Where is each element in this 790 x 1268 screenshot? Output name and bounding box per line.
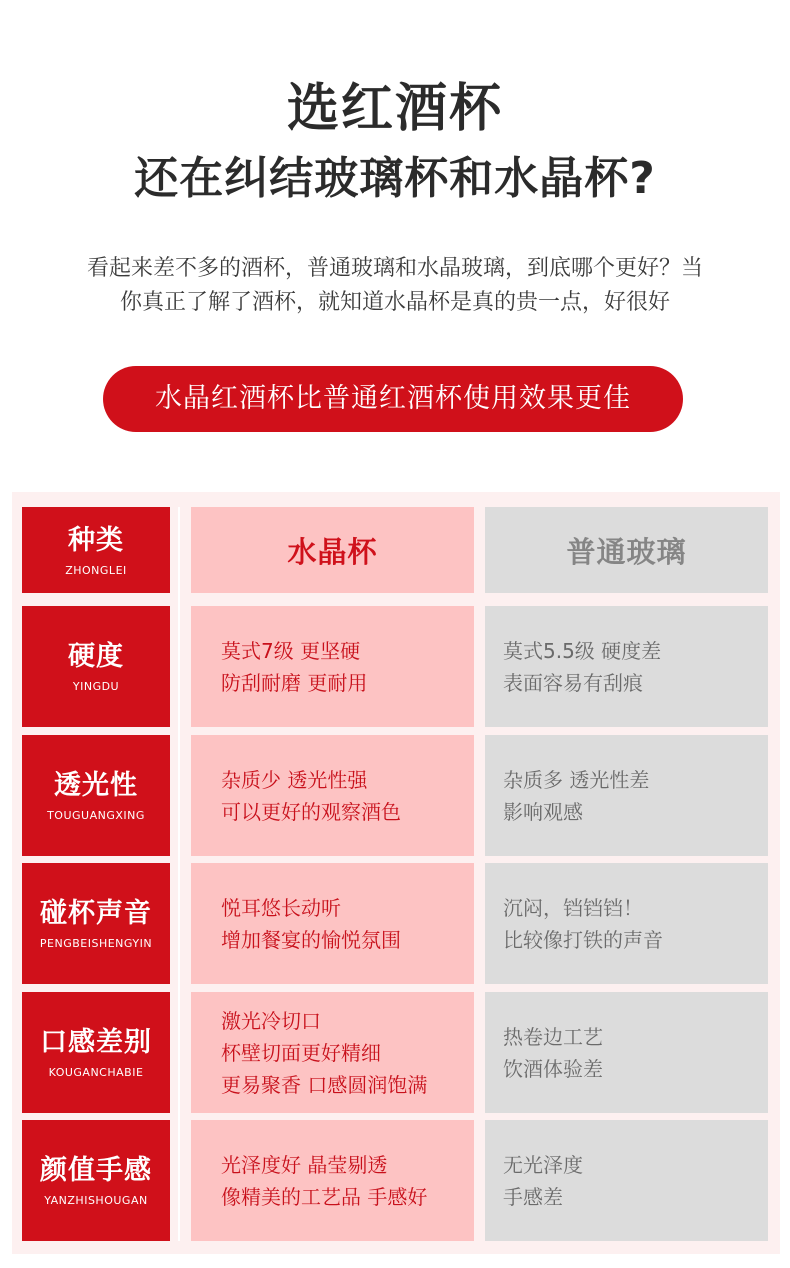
cell-line: 沉闷，铛铛铛！ <box>503 895 643 920</box>
category-label: 口感差别 <box>40 1027 152 1058</box>
cell-line: 杂质少 透光性强 <box>221 767 368 792</box>
category-pinyin: TOUGUANGXING <box>47 809 145 822</box>
category-pinyin: YANZHISHOUGAN <box>44 1194 148 1207</box>
cell-line: 杯壁切面更好精细 <box>221 1040 381 1065</box>
cell-line: 可以更好的观察酒色 <box>221 799 401 824</box>
cell-line: 悦耳悠长动听 <box>221 895 341 920</box>
category-sound <box>22 863 170 984</box>
category-header-pinyin: ZHONGLEI <box>65 563 127 577</box>
category-appearance <box>22 1120 170 1241</box>
category-header <box>22 507 170 593</box>
cell-line: 饮酒体验差 <box>503 1056 603 1081</box>
cell-line: 莫式5.5级 硬度差 <box>503 638 662 663</box>
category-hardness <box>22 606 170 727</box>
category-label: 硬度 <box>68 641 124 672</box>
page-subtitle: 还在纠结玻璃杯和水晶杯? <box>134 153 656 204</box>
cell-line: 杂质多 透光性差 <box>503 767 650 792</box>
description <box>25 252 765 320</box>
cell-line: 比较像打铁的声音 <box>503 927 663 952</box>
crystal-cell-transparency <box>191 735 474 856</box>
description-line: 看起来差不多的酒杯，普通玻璃和水晶玻璃，到底哪个更好？当 <box>86 256 703 281</box>
glass-column-header: 普通玻璃 <box>485 507 768 593</box>
category-pinyin: PENGBEISHENGYIN <box>39 937 153 950</box>
category-label: 颜值手感 <box>40 1155 152 1186</box>
cell-line: 无光泽度 <box>503 1152 583 1177</box>
description-line: 你真正了解了酒杯，就知道水晶杯是真的贵一点，好很好 <box>119 290 670 315</box>
cell-line: 光泽度好 晶莹剔透 <box>221 1152 388 1177</box>
crystal-cell-hardness <box>191 606 474 727</box>
column-divider <box>178 507 180 1241</box>
category-mouthfeel <box>22 992 170 1113</box>
glass-cell-sound <box>485 863 768 984</box>
category-header-label: 种类 <box>68 524 124 556</box>
glass-cell-appearance <box>485 1120 768 1241</box>
category-transparency <box>22 735 170 856</box>
category-label: 碰杯声音 <box>40 898 152 929</box>
page-title: 选红酒杯 <box>286 79 503 139</box>
cell-line: 影响观感 <box>503 799 583 824</box>
glass-cell-transparency <box>485 735 768 856</box>
glass-cell-hardness <box>485 606 768 727</box>
category-pinyin: KOUGANCHABIE <box>48 1066 144 1079</box>
category-label: 透光性 <box>54 770 138 801</box>
cell-line: 激光冷切口 <box>221 1008 321 1033</box>
crystal-column-header: 水晶杯 <box>191 507 474 593</box>
highlight-banner: 水晶红酒杯比普通红酒杯使用效果更佳 <box>103 366 683 432</box>
cell-line: 手感差 <box>503 1184 563 1209</box>
cell-line: 像精美的工艺品 手感好 <box>221 1184 428 1209</box>
cell-line: 热卷边工艺 <box>503 1024 603 1049</box>
category-pinyin: YINGDU <box>72 680 120 693</box>
crystal-cell-mouthfeel <box>191 992 474 1113</box>
cell-line: 表面容易有刮痕 <box>503 670 643 695</box>
glass-cell-mouthfeel <box>485 992 768 1113</box>
cell-line: 莫式7级 更坚硬 <box>221 638 361 663</box>
crystal-cell-sound <box>191 863 474 984</box>
cell-line: 增加餐宴的愉悦氛围 <box>221 927 401 952</box>
cell-line: 防刮耐磨 更耐用 <box>221 670 368 695</box>
cell-line: 更易聚香 口感圆润饱满 <box>221 1072 428 1097</box>
crystal-cell-appearance <box>191 1120 474 1241</box>
